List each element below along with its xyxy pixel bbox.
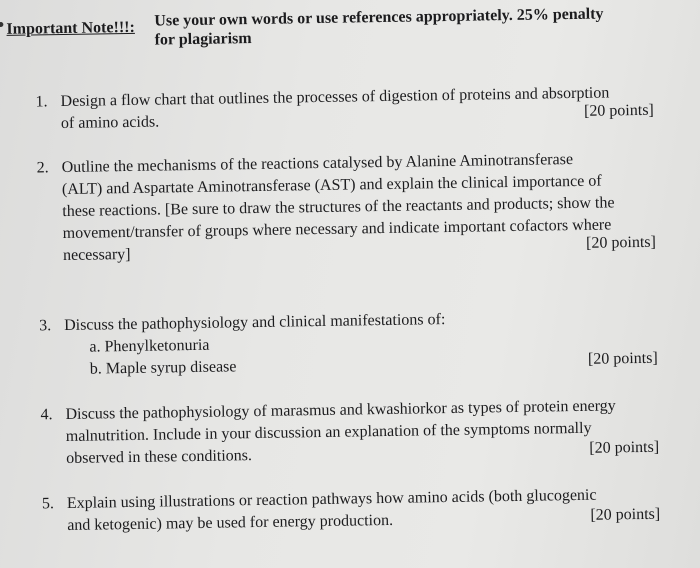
points-label: [20 points] (590, 505, 661, 524)
question-line: of amino acids. (60, 113, 160, 133)
question-line: observed in these conditions. (66, 447, 253, 468)
question-3 (38, 306, 658, 378)
sub-item-b (90, 356, 237, 380)
question-line: Discuss the pathophysiology of marasmus and kwashiorkor as types of protein energy (65, 397, 616, 424)
question-line: Discuss the pathophysiology and clinical manifestations of: (63, 311, 446, 335)
question-number: 2. (36, 159, 49, 177)
question-5 (41, 484, 661, 535)
points-label: [20 points] (583, 101, 654, 120)
question-line: (ALT) and Aspartate Aminotransferase (AST) and explain the clinical importance of (61, 172, 602, 199)
note-text-line-2: for plagiarism (154, 30, 252, 49)
question-text (65, 395, 656, 470)
question-number: 5. (41, 495, 55, 513)
question-text (61, 148, 653, 267)
bullet-icon (0, 22, 3, 27)
question-line: these reactions. [Be sure to draw the structures of the reactants and products; show the (62, 194, 615, 221)
question-line: Explain using illustrations or reaction pathways how amino acids (both glucogenic (66, 486, 597, 513)
question-text (60, 82, 651, 135)
question-line: necessary] (62, 245, 131, 265)
sub-item-letter: b. (89, 360, 102, 378)
question-4 (40, 395, 660, 468)
points-label: [20 points] (585, 233, 657, 252)
question-1 (35, 82, 654, 133)
question-line: Outline the mechanisms of the reactions catalysed by Alanine Aminotransferase (61, 151, 574, 177)
question-line: Design a flow chart that outlines the processes of digestion of proteins and absorption (60, 84, 610, 111)
question-text (66, 484, 661, 537)
question-line: and ketogenic) may be used for energy production. (67, 511, 394, 535)
question-number: 3. (38, 317, 52, 335)
note-text-line-1: Use your own words or use references appropriately. 25% penalty (154, 5, 604, 30)
important-note (6, 3, 686, 49)
points-label: [20 points] (589, 438, 660, 457)
question-number: 1. (35, 93, 48, 111)
question-text (64, 306, 654, 337)
points-label: [20 points] (587, 349, 658, 368)
question-2 (36, 148, 657, 265)
question-line: movement/transfer of groups where necessary and indicate important cofactors where (62, 216, 612, 243)
sub-item-text: Maple syrup disease (105, 358, 237, 378)
sub-item-letter: a. (89, 338, 101, 356)
note-label: Important Note!!!: (6, 18, 135, 38)
question-line: malnutrition. Include in your discussion an explanation of the symptoms normally (65, 419, 592, 446)
sub-item-text: Phenylketonuria (104, 336, 210, 356)
sub-item-a (89, 335, 209, 359)
note-text (154, 3, 675, 49)
question-number: 4. (40, 406, 53, 424)
